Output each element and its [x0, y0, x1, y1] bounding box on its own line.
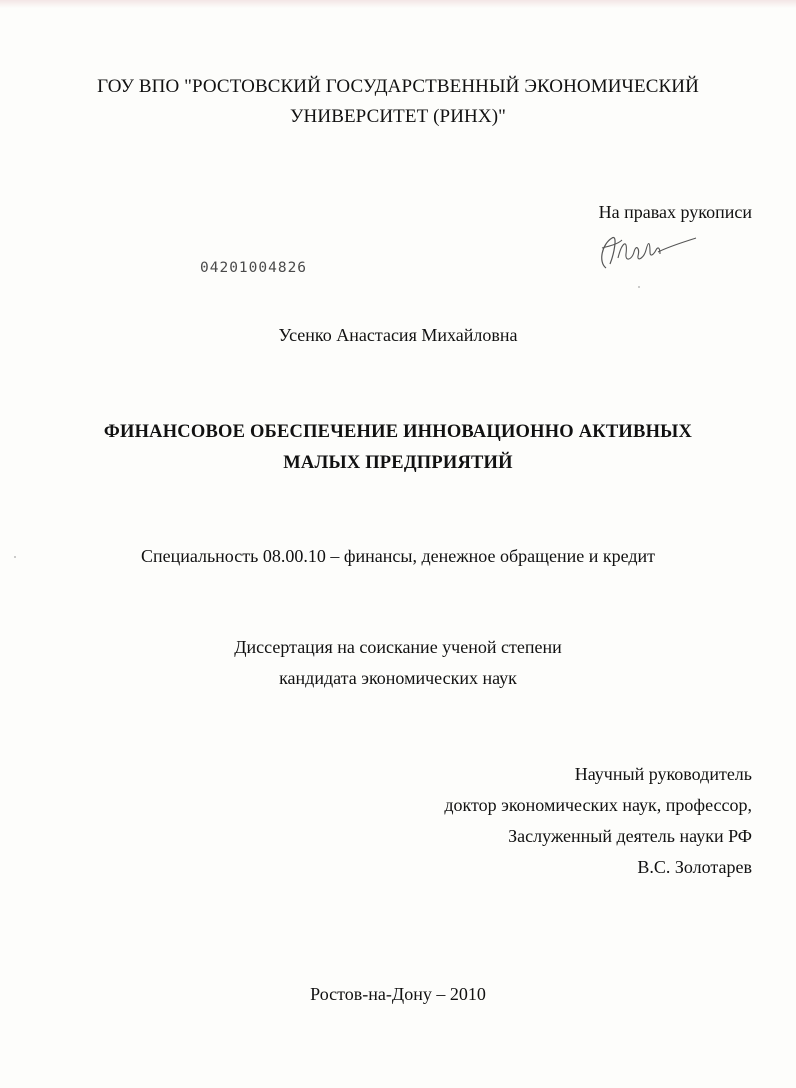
supervisor-honor: Заслуженный деятель науки РФ — [508, 826, 752, 846]
degree-line-1: Диссертация на соискание ученой степени — [234, 637, 562, 657]
manuscript-note: На правах рукописи — [598, 202, 752, 222]
degree-line-2: кандидата экономических наук — [279, 668, 517, 688]
scan-speck — [14, 556, 16, 558]
signature-icon — [592, 224, 702, 274]
title-line-2: МАЛЫХ ПРЕДПРИЯТИЙ — [283, 453, 513, 473]
scan-speck — [638, 286, 640, 288]
author-name: Усенко Анастасия Михайловна — [278, 325, 518, 345]
catalog-number: 04201004826 — [200, 260, 308, 276]
supervisor-role: Научный руководитель — [574, 764, 752, 784]
supervisor-name: В.С. Золотарев — [637, 857, 752, 877]
supervisor-degree: доктор экономических наук, профессор, — [444, 795, 752, 815]
scan-edge — [0, 0, 796, 8]
specialty: Специальность 08.00.10 – финансы, денежное обращение и кредит — [140, 546, 656, 566]
institution-line-2: УНИВЕРСИТЕТ (РИНХ)" — [290, 106, 506, 127]
city-year: Ростов-на-Дону – 2010 — [310, 984, 486, 1004]
title-line-1: ФИНАНСОВОЕ ОБЕСПЕЧЕНИЕ ИННОВАЦИОННО АКТИВНЫХ — [103, 422, 693, 442]
institution-line-1: ГОУ ВПО "РОСТОВСКИЙ ГОСУДАРСТВЕННЫЙ ЭКОНОМИЧЕСКИЙ — [97, 76, 699, 97]
